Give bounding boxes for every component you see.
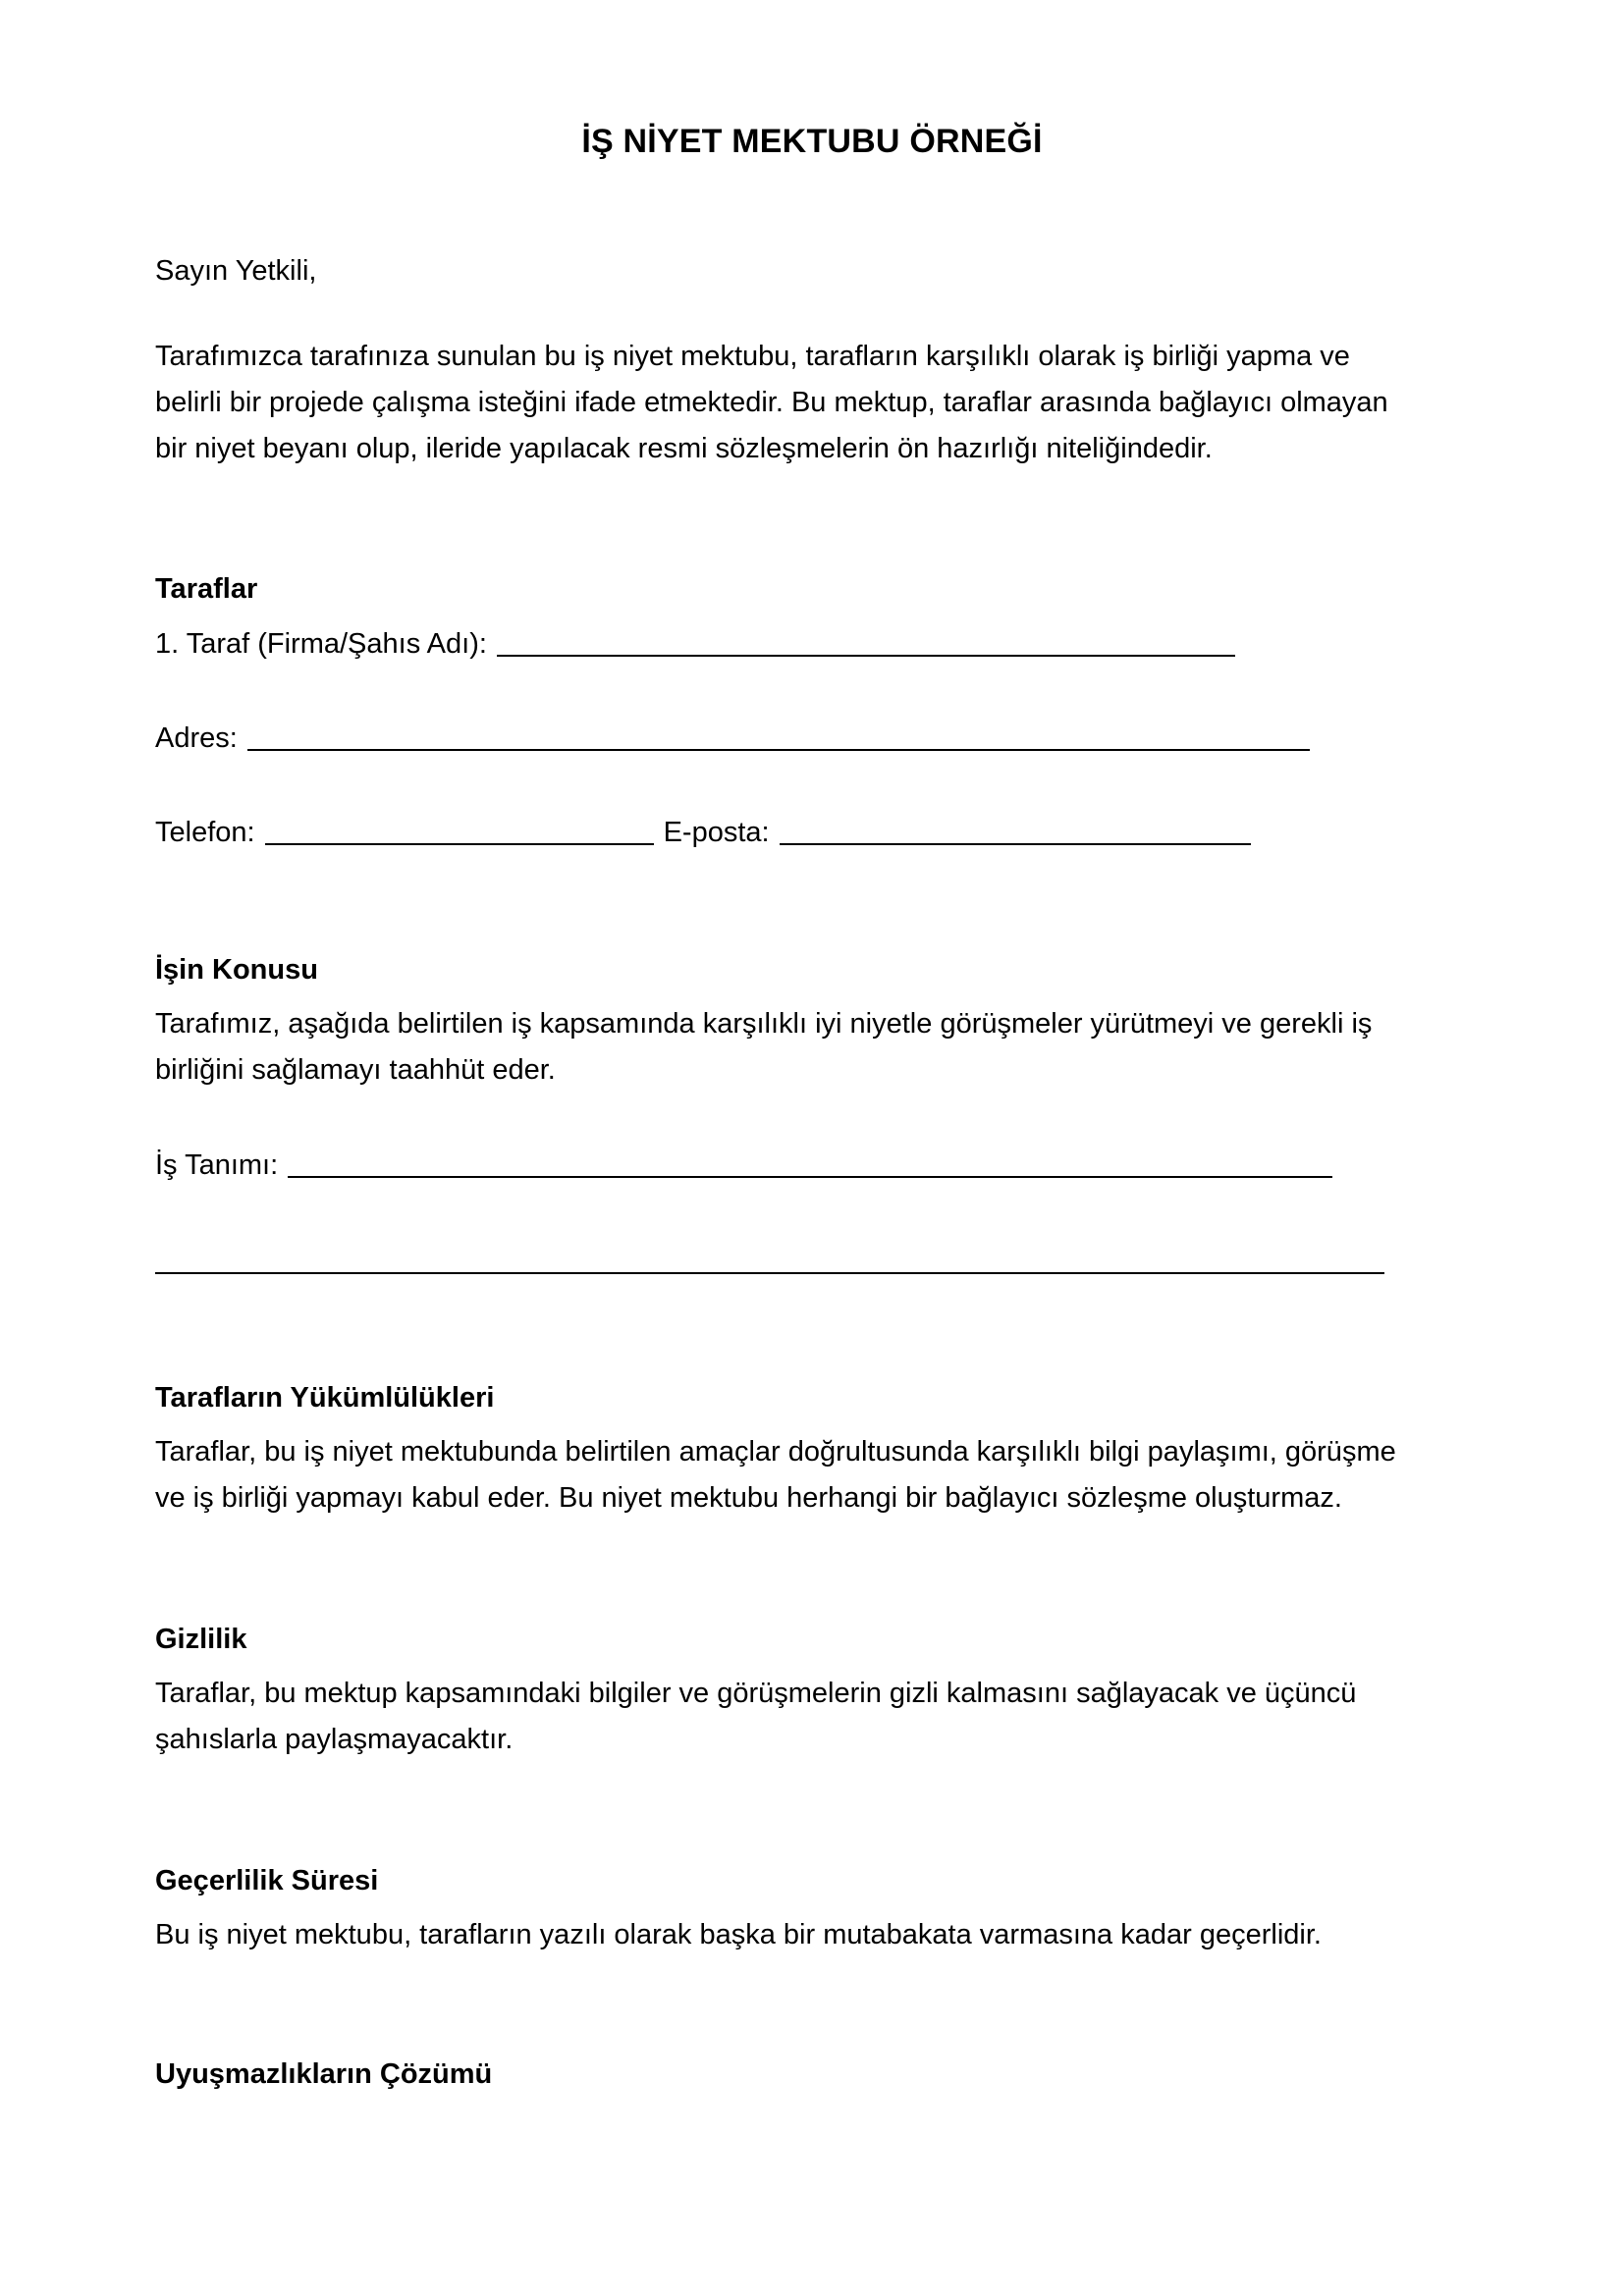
subject-line: birliğini sağlamayı taahhüt eder. [155,1054,556,1086]
validity-heading: Geçerlilik Süresi [155,1865,379,1896]
phone-label: Telefon: [155,817,255,848]
subject-line: Tarafımız, aşağıda belirtilen iş kapsamında karşılıklı iyi niyetle görüşmeler yürütmeyi ve gerekli iş [155,1008,1373,1040]
validity-line: Bu iş niyet mektubu, tarafların yazılı olarak başka bir mutabakata varmasına kadar geçerlidir. [155,1919,1322,1950]
intro-line: belirli bir projede çalışma isteğini ifade etmektedir. Bu mektup, taraflar arasında bağlayıcı olmayan [155,387,1388,418]
intro-line: bir niyet beyanı olup, ileride yapılacak resmi sözleşmelerin ön hazırlığı niteliğindedir. [155,433,1213,464]
confidentiality-line: şahıslarla paylaşmayacaktır. [155,1724,514,1755]
party1-field-row [155,621,1235,667]
job-description-field[interactable] [288,1147,1332,1178]
confidentiality-paragraph [155,1671,1490,1763]
party1-label: 1. Taraf (Firma/Şahıs Adı): [155,628,487,660]
subject-paragraph [155,1001,1490,1094]
obligations-line: Taraflar, bu iş niyet mektubunda belirtilen amaçlar doğrultusunda karşılıklı bilgi paylaşımı, görüşme [155,1436,1396,1468]
validity-paragraph [155,1912,1490,1958]
obligations-paragraph [155,1429,1490,1522]
confidentiality-heading: Gizlilik [155,1624,247,1655]
job-description-row [155,1143,1332,1189]
obligations-heading: Tarafların Yükümlülükleri [155,1382,495,1414]
intro-paragraph [155,334,1490,472]
address-field[interactable] [247,720,1310,751]
obligations-line: ve iş birliği yapmayı kabul eder. Bu niyet mektubu herhangi bir bağlayıcı sözleşme oluşturmaz. [155,1482,1342,1514]
job-description-extra-line[interactable] [155,1272,1384,1274]
subject-heading: İşin Konusu [155,954,318,986]
job-description-label: İş Tanımı: [155,1149,279,1181]
intro-line: Tarafımızca tarafınıza sunulan bu iş niyet mektubu, tarafların karşılıklı olarak iş birliği yapma ve [155,341,1350,372]
email-label: E-posta: [663,817,770,848]
phone-field[interactable] [265,814,654,845]
parties-heading: Taraflar [155,573,258,605]
address-label: Adres: [155,722,238,754]
document-title: İŞ NİYET MEKTUBU ÖRNEĞİ [581,123,1043,160]
party1-name-field[interactable] [497,625,1235,657]
greeting: Sayın Yetkili, [155,255,317,287]
contact-field-row [155,810,1251,856]
confidentiality-line: Taraflar, bu mektup kapsamındaki bilgiler ve görüşmelerin gizli kalmasını sağlayacak ve üçüncü [155,1678,1357,1709]
disputes-heading: Uyuşmazlıkların Çözümü [155,2058,493,2090]
email-field[interactable] [780,814,1251,845]
address-field-row [155,716,1310,762]
